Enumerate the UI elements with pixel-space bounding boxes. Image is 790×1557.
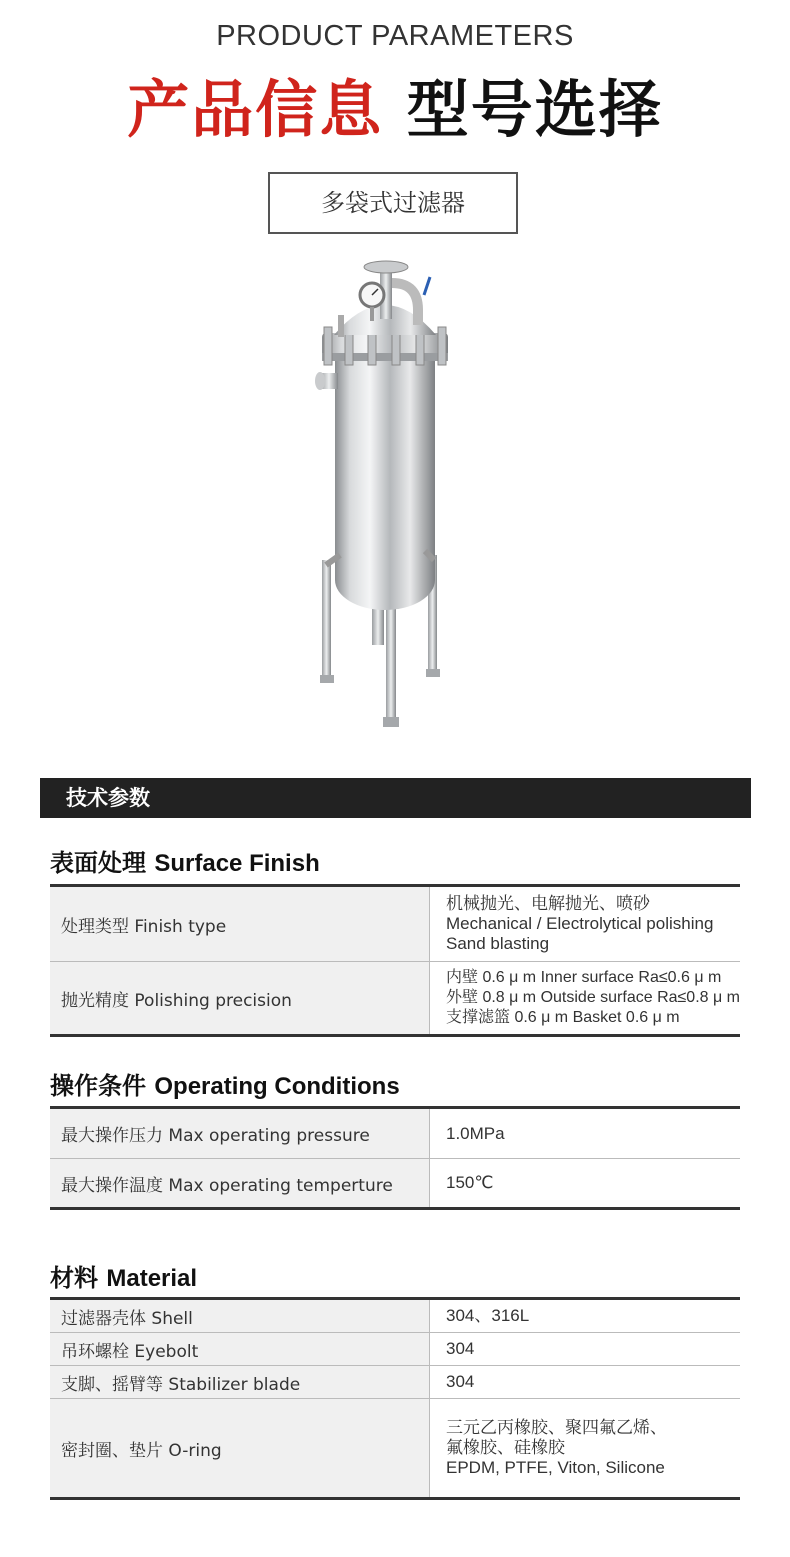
value-line: EPDM, PTFE, Viton, Silicone — [446, 1458, 665, 1477]
operating-section-title — [50, 1066, 400, 1101]
value-line: Mechanical / Electrolytical polishing — [446, 914, 714, 933]
tech-params-band: 技术参数 — [40, 778, 751, 818]
row-value: 304、316L — [430, 1299, 741, 1333]
table-row — [50, 1159, 740, 1209]
material-title-cn: 材料 — [50, 1264, 98, 1292]
operating-title-en: Operating Conditions — [154, 1073, 400, 1100]
value-line: 机械抛光、电解抛光、喷砂 — [446, 894, 650, 913]
value-line: 内壁 0.6 μ m Inner surface Ra≤0.6 μ m — [446, 969, 722, 986]
table-row — [50, 1333, 740, 1366]
subtitle-en: PRODUCT PARAMETERS — [216, 20, 574, 52]
material-table — [50, 1297, 740, 1500]
table-row — [50, 1108, 740, 1159]
material-title-en: Material — [106, 1265, 198, 1292]
row-value — [430, 962, 741, 1036]
surface-table — [50, 884, 740, 1037]
row-value: 304 — [430, 1366, 741, 1399]
row-key: 支脚、摇臂等 Stabilizer blade — [50, 1366, 430, 1399]
row-key: 处理类型 Finish type — [50, 886, 430, 962]
value-line: 支撑滤篮 0.6 μ m Basket 0.6 μ m — [446, 1009, 680, 1026]
surface-section-title — [50, 843, 320, 878]
table-row — [50, 1399, 740, 1499]
surface-title-en: Surface Finish — [154, 850, 320, 877]
row-value: 1.0MPa — [430, 1108, 741, 1159]
value-line: 外壁 0.8 μ m Outside surface Ra≤0.8 μ m — [446, 989, 740, 1006]
table-row — [50, 1299, 740, 1333]
row-value: 150℃ — [430, 1159, 741, 1209]
table-row — [50, 1366, 740, 1399]
row-key: 密封圈、垫片 O-ring — [50, 1399, 430, 1499]
table-row — [50, 886, 740, 962]
row-value: 304 — [430, 1333, 741, 1366]
row-value — [430, 1399, 741, 1499]
value-line: 三元乙丙橡胶、聚四氟乙烯、 — [446, 1418, 667, 1437]
value-line: 氟橡胶、硅橡胶 — [446, 1438, 565, 1457]
model-name-box: 多袋式过滤器 — [268, 172, 518, 234]
row-key: 最大操作压力 Max operating pressure — [50, 1108, 430, 1159]
operating-table — [50, 1106, 740, 1210]
row-value — [430, 886, 741, 962]
row-key: 吊环螺栓 Eyebolt — [50, 1333, 430, 1366]
row-key: 最大操作温度 Max operating temperture — [50, 1159, 430, 1209]
title-red: 产品信息 — [127, 73, 384, 146]
surface-title-cn: 表面处理 — [50, 849, 146, 877]
material-section-title — [50, 1258, 197, 1293]
operating-title-cn: 操作条件 — [50, 1072, 146, 1100]
page-title — [0, 70, 790, 150]
row-key: 过滤器壳体 Shell — [50, 1299, 430, 1333]
value-line: Sand blasting — [446, 934, 550, 953]
title-black: 型号选择 — [406, 73, 663, 146]
table-row — [50, 962, 740, 1036]
filter-housing-image — [300, 255, 490, 735]
row-key: 抛光精度 Polishing precision — [50, 962, 430, 1036]
